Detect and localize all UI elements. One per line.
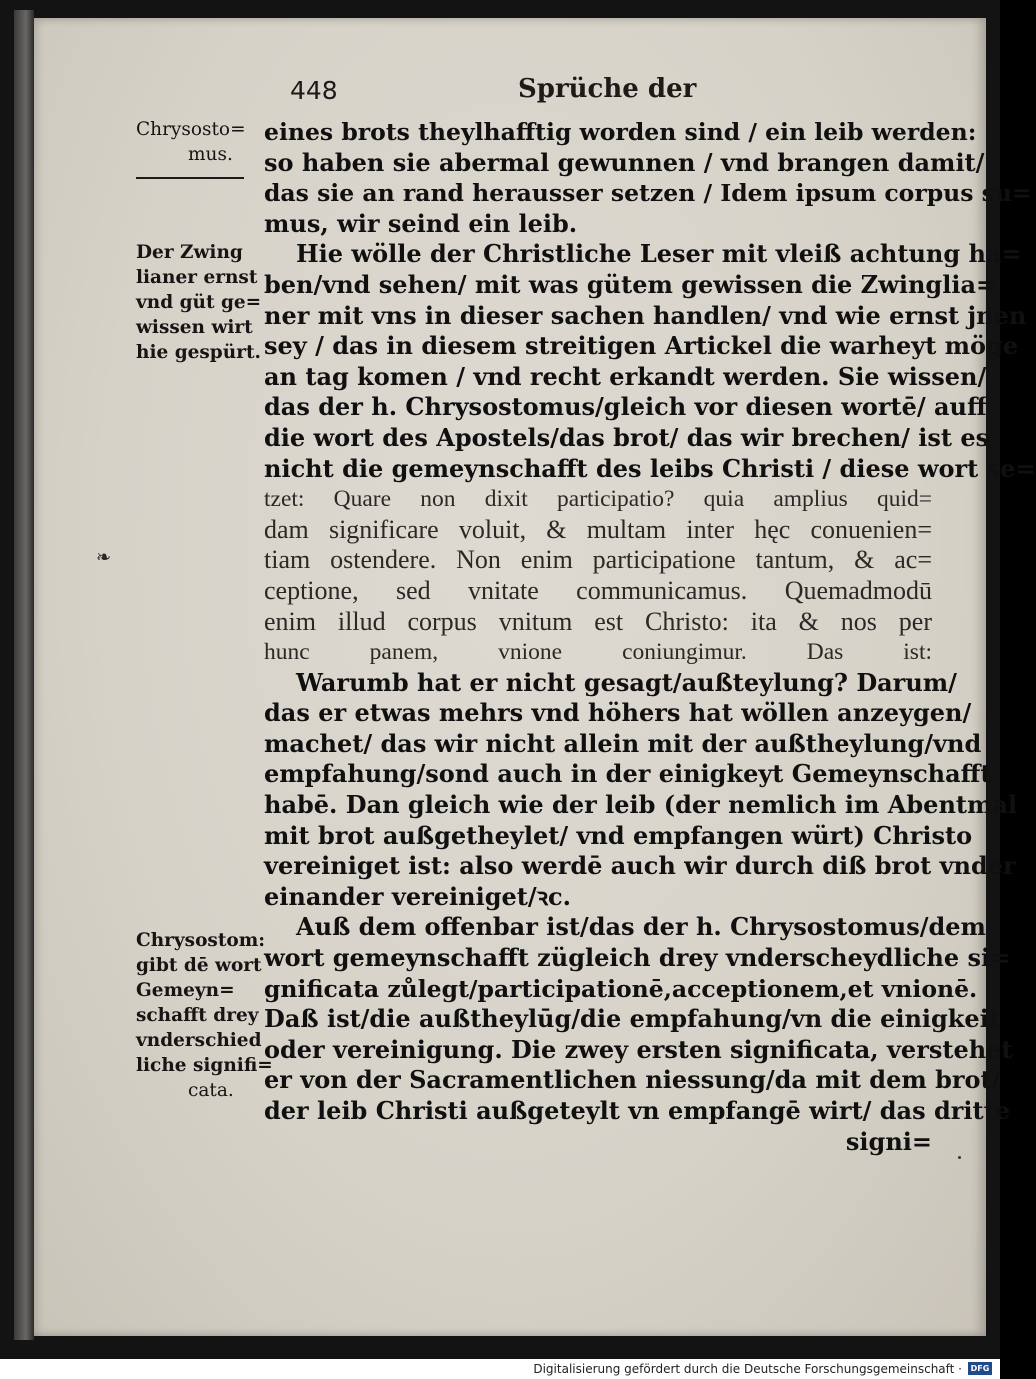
funding-credit: Digitalisierung gefördert durch die Deutsche Forschungsgemeinschaft · (533, 1362, 962, 1376)
sidenote-line: Gemeyn= (136, 980, 235, 1001)
sidenote-line: liche signifi= (136, 1055, 273, 1076)
book-edge (14, 10, 34, 1340)
text-line: ner mit vns in dieser sachen handlen/ vnd wie ernst jnen (264, 300, 1027, 330)
body-text (264, 117, 1036, 1157)
text-line: ceptione, sed vnitate communicamus. Quemadmodū (264, 575, 932, 605)
text-line: Hie wölle der Christliche Leser mit vleiß achtung ha= (296, 239, 1022, 269)
running-head (0, 76, 1000, 116)
margin-mark: ❧ (96, 547, 112, 568)
text-line: Daß ist/die außtheylūg/die empfahung/vn die einigkeit (264, 1004, 1000, 1034)
text-line: enim illud corpus vnitum est Christo: ita & nos per (264, 606, 932, 636)
text-line: ben/vnd sehen/ mit was gütem gewissen die Zwinglia= (264, 269, 997, 299)
sidenote-rule (136, 177, 244, 179)
text-line: Auß dem offenbar ist/das der h. Chrysostomus/dem (296, 912, 986, 942)
text-line: gnificata zůlegt/participationē,acceptionem,et vnionē. (264, 974, 978, 1003)
text-line: nicht die gemeynschafft des leibs Christi / diese wort se= (264, 453, 1036, 483)
text-line: tiam ostendere. Non enim participatione tantum, & ac= (264, 545, 932, 575)
text-line: an tag komen / vnd recht erkandt werden. Sie wissen/ (264, 361, 987, 391)
text-line: das sie an rand herausser setzen / Idem ipsum corpus su= (264, 179, 1032, 208)
sidenote-chrysostomus (136, 117, 261, 179)
text-line: Warumb hat er nicht gesagt/außteylung? Darum/ (296, 667, 957, 697)
text-line: oder vereinigung. Die zwey ersten significata, verstehet (264, 1034, 1013, 1064)
text-line: mit brot außgetheylet/ vnd empfangen würt) Christo (264, 820, 973, 850)
text-line: der leib Christi außgeteylt vn empfangē wirt/ das dritte (264, 1096, 1010, 1125)
text-line: machet/ das wir nicht allein mit der außtheylung/vnd (264, 728, 982, 758)
text-line: vereiniget ist: also werdē auch wir durch diß brot vnder (264, 851, 1016, 881)
sidenote-line: gibt dē wort (136, 955, 262, 976)
sidenote-line: hie gespürt. (136, 342, 261, 363)
sidenote-chrysostom-significata (136, 928, 273, 1103)
sidenote-line: Chrysostom: (136, 930, 266, 951)
sidenote-zwinglianer (136, 240, 261, 365)
page-speck (958, 1156, 961, 1159)
sidenote-line: lianer ernst (136, 267, 258, 288)
text-line: dam significare voluit, & multam inter hęc conuenien= (264, 514, 932, 544)
catchword: signi= (845, 1126, 932, 1156)
sidenote-line: cata. (188, 1080, 234, 1101)
sidenote-line: vnd güt ge= (136, 292, 262, 313)
sidenote-line: vnderschied (136, 1030, 262, 1051)
text-line: tzet: Quare non dixit participatio? quia amplius quid= (264, 486, 932, 513)
text-line: eines brots theylhafftig worden sind / ein leib werden: (264, 118, 977, 146)
sidenote-line: schafft drey (136, 1005, 259, 1026)
text-line: mus, wir seind ein leib. (264, 208, 578, 238)
text-line: einander vereiniget/ꝛc. (264, 881, 571, 911)
text-line: sey / das in diesem streitigen Artickel die warheyt möge (264, 331, 1019, 361)
text-line: so haben sie abermal gewunnen / vnd brangen damit/ (264, 147, 985, 177)
text-line: empfahung/sond auch in der einigkeyt Gemeynschafft (264, 759, 992, 789)
text-line: das der h. Chrysostomus/gleich vor diesen wortē/ auff (264, 392, 987, 422)
text-line: er von der Sacramentlichen niessung/da mit dem brot/ (264, 1065, 1001, 1095)
text-line: das er etwas mehrs vnd höhers hat wöllen anzeygen/ (264, 698, 972, 728)
sidenote-line: Chrysosto= (136, 119, 246, 140)
sidenote-line: wissen wirt (136, 317, 253, 338)
sidenote-line: mus. (188, 144, 233, 165)
text-line: hunc panem, vnione coniungimur. Das ist: (264, 639, 932, 666)
text-line: wort gemeynschafft zügleich drey vnderscheydliche si= (264, 943, 1011, 973)
sidenote-line: Der Zwing (136, 242, 243, 263)
text-line: die wort des Apostels/das brot/ das wir brechen/ ist es (264, 422, 990, 452)
dfg-logo: DFG (968, 1362, 992, 1375)
page-number: 448 (290, 76, 338, 105)
running-title: Sprüche der (518, 74, 697, 104)
text-line: habē. Dan gleich wie der leib (der nemlich im Abentmal (264, 790, 1018, 820)
footer-bar (0, 1359, 1000, 1379)
